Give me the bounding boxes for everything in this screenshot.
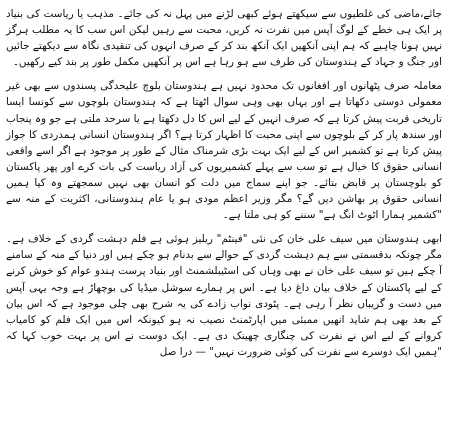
article-paragraph-3: ابھی ہندوستان میں سیف علی خان کی نئی "فینٹم" ریلیز ہوئی ہے فلم دہشت گردی کے خلاف ہے۔ مگر چونکہ بدقسمتی سے ہم دہشت گردی کے حوالے سے بدنام ہو چکے ہیں اور دنیا کے منہ کے سامنے آ چکے ہیں تو سیف علی خان نے بھی وہاں کی اسٹیبلشمنٹ اور بنیاد پرست ہندو عوام کو خوش کرنے کے لیے پاکستان کے خلاف بیان داغ دیا ہے۔ اس پر ہمارے سوشل میڈیا کی بوچھاڑ ہے وجہ یہی آپس میں دست و گریباں نظر آ رہی ہے۔ پٹودی نواب زادے کی یہ شرح بھی چلی موجود ہے کہ اس بیان کے بعد بھی ہم شاید انھیں ممبئی میں اپارٹمنٹ نصیب نہ ہو کیونکہ اس میں ایک فلم کو کامیاب کروانے کے لیے اس نے نفرت کی چنگاری چھینک دی ہے۔ ایک دوست نے اس پر بہت خوب کہا کہ "ہمیں ایک دوسرے سے نفرت کی کوئی ضرورت نہیں" — درا صل xyxy=(6,233,442,358)
article-paragraph-1: جائے،ماضی کی غلطیوں سے سیکھتے ہوئے کبھی لڑنے میں پہل نہ کی جائے۔ مذہب یا ریاست کی بنیاد پر ایک ہی خطے کے لوگ آپس میں نفرت نہ کریں، محبت سے رہیں لیکن اس سب کا یہ مطلب ہرگز نہیں ہونا چاہیے کہ ہم اپنی آنکھیں ایک آنکھ بند کر کے صرف انہوں کی تنقیدی نگاہ سے دیکھتے جائیں اور جنگ و جہاد کے ہندوستان کی طرف سے ہو رہا ہے اس پر آنکھیں مکمل طور پر بند کیے رکھیں۔ xyxy=(6,8,442,69)
article-body xyxy=(6,6,442,434)
article-paragraph-2: معاملہ صرف پٹھانوں اور افغانوں تک محدود نہیں ہے ہندوستان بلوچ علیحدگی پسندوں سے بھی غیر معمولی دوستی دکھاتا ہے اور یہاں بھی وہی سوال اٹھتا ہے کہ ہندوستان بلوچوں سے کونسا ایسا تاریخی قربت پیش کرتا ہے کہ صرف انہیں کے لیے اس کا دل دکھتا ہے یا سرحد ملتی ہے جو وہ پنجاب اور سندھ پار کر کے بلوچوں سے اپنی محبت کا اظہار کرتا ہے؟ اگر ہندوستان انسانی ہمدردی کا جواز پیش کرتا ہے تو کشمیر اس کے لیے ایک بہت بڑی شرمناک مثال کے طور پر موجود ہے اگر اسے واقعی انسانی حقوق کا خیال ہے تو سب سے پہلے کشمیریوں کی آزاد ریاست کی بات کرے اور پھر پاکستان کو بلوچستان پر قابض بتائے۔ جو اپنے سماج میں دلت کو انسان بھی نہیں سمجھتے وہ کیا ہمیں انسانی حقوق پر بھاشن دیں گے؟ مگر وزیر اعظم مودی ہو یا عام ہندوستانی، اکثریت کے منہ سے "کشمیر ہمارا اٹوٹ انگ ہے" سننے کو ہی ملتا ہے۔ xyxy=(5,80,442,222)
